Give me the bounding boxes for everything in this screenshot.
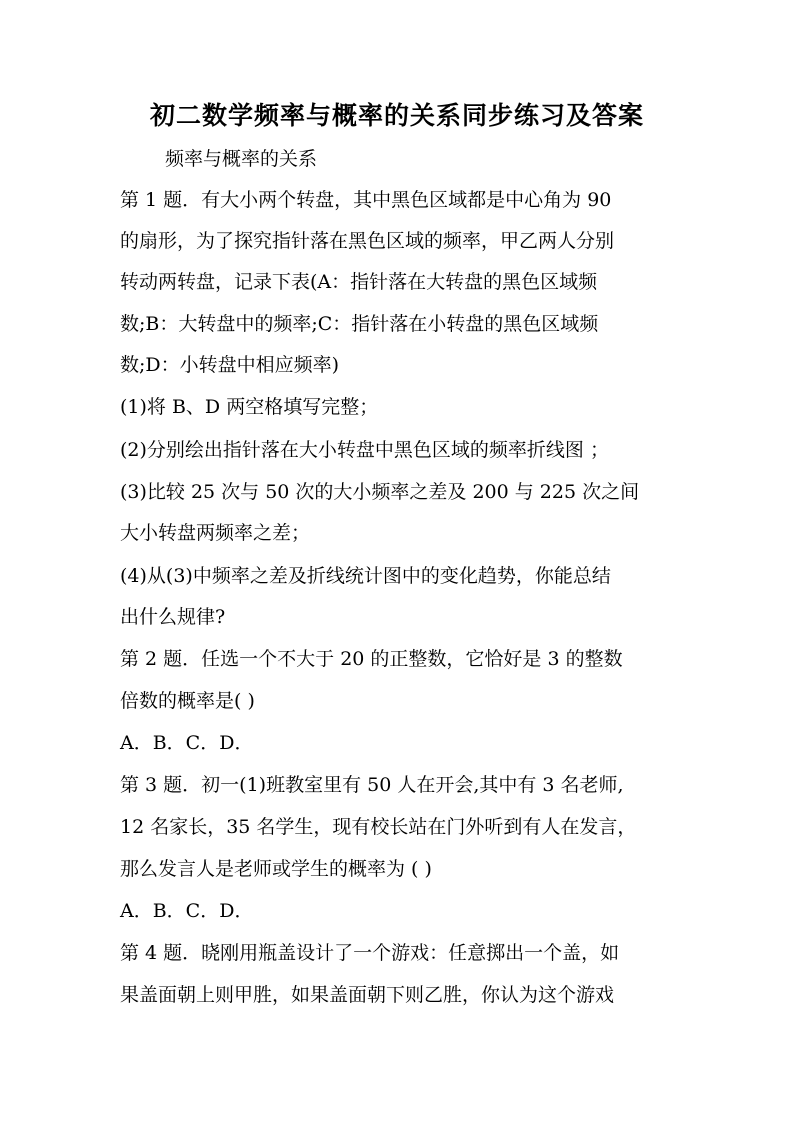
text-line: (3)比较 25 次与 50 次的大小频率之差及 200 与 225 次之间 [120,481,640,503]
text-line: 转动两转盘，记录下表(A：指针落在大转盘的黑色区域频 [120,271,598,293]
document-title: 初二数学频率与概率的关系同步练习及答案 [149,101,644,130]
text-line: 数;D：小转盘中相应频率) [120,354,340,376]
text-line: 的扇形，为了探究指针落在黑色区域的频率，甲乙两人分别 [120,230,615,252]
text-line: 12 名家长，35 名学生，现有校长站在门外听到有人在发言， [120,816,637,838]
text-line: 大小转盘两频率之差； [120,522,311,544]
text-line: 第 3 题．初一(1)班教室里有 50 人在开会,其中有 3 名老师, [120,774,624,796]
text-line: 数;B：大转盘中的频率;C：指针落在小转盘的黑色区域频 [120,313,599,335]
text-line: (1)将 B、D 两空格填写完整； [120,396,379,418]
text-line: 第 4 题．晓刚用瓶盖设计了一个游戏：任意掷出一个盖，如 [120,942,620,964]
text-line: (2)分别绘出指针落在大小转盘中黑色区域的频率折线图 ； [120,439,609,461]
text-line: 第 2 题．任选一个不大于 20 的正整数，它恰好是 3 的整数 [120,648,623,670]
answer-options: A．B．C．D． [120,900,254,922]
text-line: 那么发言人是老师或学生的概率为 ( ) [120,858,432,880]
text-line: 出什么规律? [120,606,226,628]
answer-options: A．B．C．D． [120,732,254,754]
text-line: 果盖面朝上则甲胜，如果盖面朝下则乙胜，你认为这个游戏 [120,984,615,1006]
text-line: 倍数的概率是( ) [120,690,255,712]
text-line: 第 1 题．有大小两个转盘，其中黑色区域都是中心角为 90 [120,189,612,211]
section-subtitle: 频率与概率的关系 [165,148,318,170]
text-line: (4)从(3)中频率之差及折线统计图中的变化趋势，你能总结 [120,565,611,587]
